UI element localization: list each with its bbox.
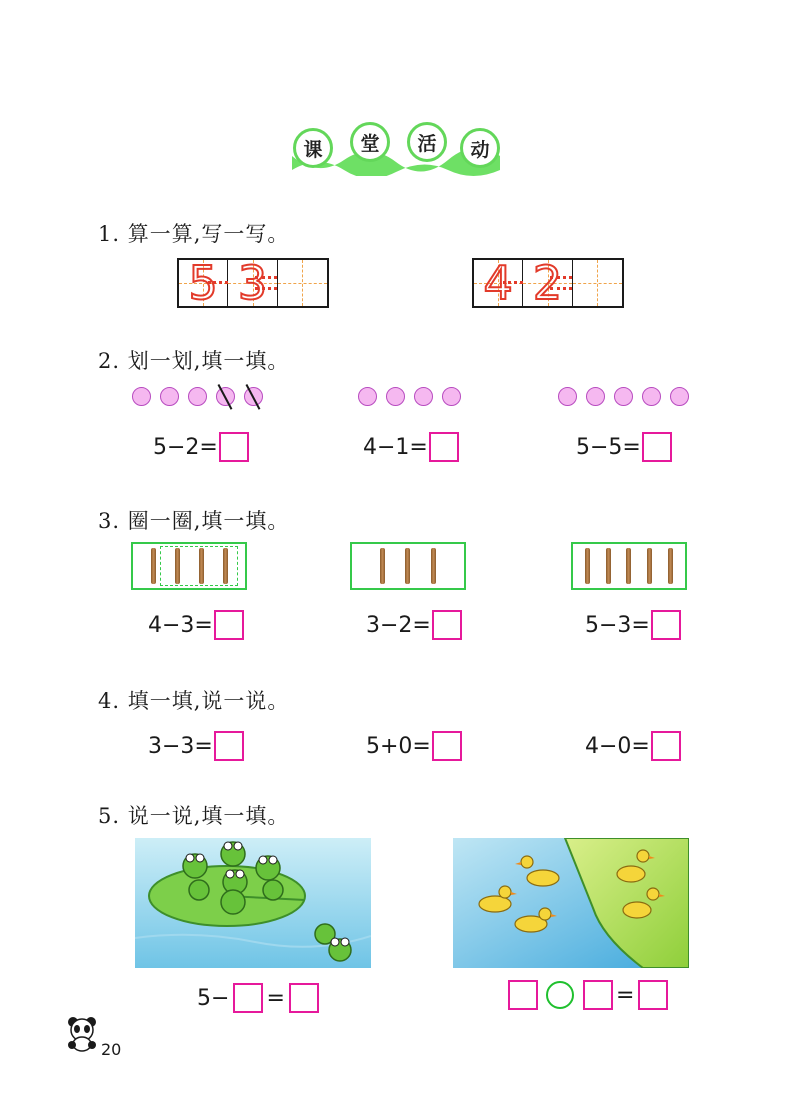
circle-row-2 [358,387,461,406]
equation-text: 5−5= [576,434,641,460]
circle [358,387,377,406]
crossed-circle [244,387,263,406]
stick [380,548,385,584]
stick [606,548,611,584]
banner-char-3: 活 [407,122,447,162]
q4-equation-3 [585,731,681,761]
circle [558,387,577,406]
page-number: 20 [101,1040,122,1059]
circle [132,387,151,406]
equals-sign: = [266,985,285,1011]
circle [642,387,661,406]
section-3-heading: 3. 圈一圈,填一填。 [98,509,290,533]
answer-box[interactable] [638,980,668,1010]
answer-box[interactable] [432,610,462,640]
trace-char: 4 [483,256,513,310]
equation-text: 3−3= [148,733,213,759]
equation-text: 4−1= [363,434,428,460]
dashed-selection [160,546,238,586]
q5-equation-right [507,980,668,1010]
answer-box[interactable] [219,432,249,462]
equation-text: 5−2= [153,434,218,460]
circle [670,387,689,406]
answer-box[interactable] [214,731,244,761]
answer-box[interactable] [233,983,263,1013]
equation-text: 3−2= [366,612,431,638]
crossed-circle [216,387,235,406]
q4-equation-2 [366,731,462,761]
trace-char: 2 [532,256,563,310]
circle [614,387,633,406]
section-2-heading: 2. 划一划,填一填。 [98,349,290,373]
tracing-grid-1 [177,258,329,308]
answer-box[interactable] [651,610,681,640]
activity-banner [288,118,503,176]
stick [585,548,590,584]
blank-cell[interactable] [573,260,622,306]
equation-text: 4−3= [148,612,213,638]
stick [626,548,631,584]
answer-box[interactable] [583,980,613,1010]
circle [414,387,433,406]
circle [586,387,605,406]
trace-char: 5 [188,256,218,310]
panda-icon [64,1014,100,1052]
answer-box[interactable] [289,983,319,1013]
section-4-heading: 4. 填一填,说一说。 [98,689,290,713]
q3-equation-3 [585,610,681,640]
q2-equation-3 [576,432,672,462]
answer-box[interactable] [508,980,538,1010]
answer-box[interactable] [651,731,681,761]
section-1-heading: 1. 算一算,写一写。 [98,222,290,246]
circle-row-1 [132,387,263,406]
blank-cell[interactable] [278,260,327,306]
q3-equation-1 [148,610,244,640]
section-5-heading: 5. 说一说,填一填。 [98,804,290,828]
stick [151,548,156,584]
banner-char-4: 动 [460,128,500,168]
stick [431,548,436,584]
q4-equation-1 [148,731,244,761]
circle [160,387,179,406]
answer-box[interactable] [429,432,459,462]
ducks-pond-picture [453,838,689,968]
stick [647,548,652,584]
stick [405,548,410,584]
trace-char: 3 [237,256,268,310]
answer-box[interactable] [642,432,672,462]
circle-row-3 [558,387,689,406]
q2-equation-1 [153,432,249,462]
tracing-grid-2 [472,258,624,308]
circle [386,387,405,406]
q3-equation-2 [366,610,462,640]
stick-box-2 [350,542,466,590]
q5-equation-left [197,983,319,1013]
equation-text: 5−3= [585,612,650,638]
equals-sign: = [616,982,635,1008]
equation-text: 5+0= [366,733,431,759]
q2-equation-2 [363,432,459,462]
circle [442,387,461,406]
answer-box[interactable] [432,731,462,761]
operator-circle[interactable] [546,981,574,1009]
answer-box[interactable] [214,610,244,640]
banner-char-2: 堂 [350,122,390,162]
equation-text: 4−0= [585,733,650,759]
frogs-pond-picture [135,838,371,968]
banner-char-1: 课 [293,128,333,168]
stick [668,548,673,584]
circle [188,387,207,406]
equation-text: 5− [197,985,230,1011]
stick-box-3 [571,542,687,590]
